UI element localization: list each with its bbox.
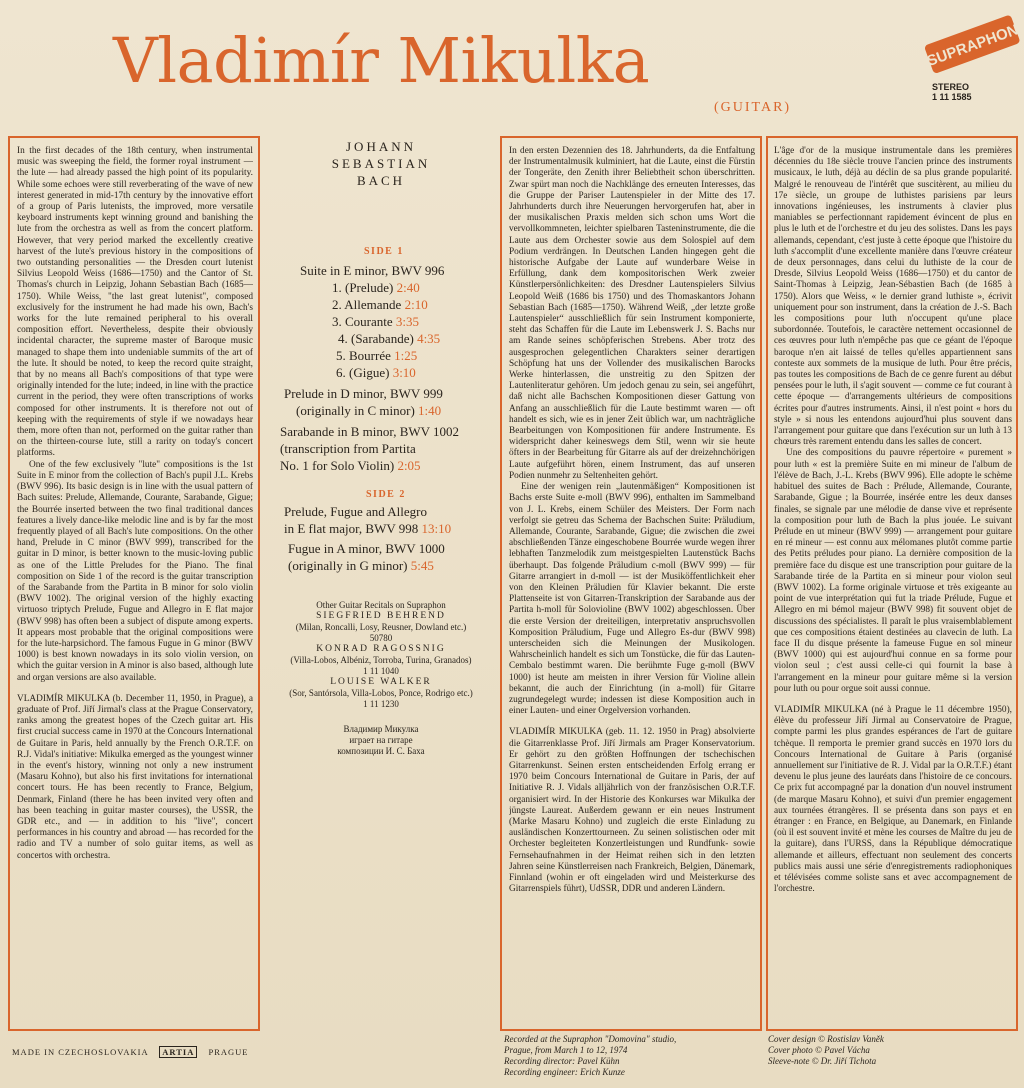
design-credits: [768, 1034, 884, 1067]
track-duration: 2:05: [397, 458, 421, 473]
track-title: Prelude, Fugue and Allegro: [284, 504, 427, 519]
notes-paragraph: In the first decades of the 18th century, when instrumental music was sweeping the field, the former royal instrument — the lute — had already passed the high point of its popularity. While some echoes were still reverberating of the wave of new interest generated in mid-17th century by the innovative effort of a group of Paris lutenists, the improved, more versatile keyboard instruments kept winning ground and banishing the lute from the orchestra as well as from the concert platform. However, that very period marked the excellently creative harvest of the lute's previous history in the compositions of two outstanding personalities — the Dresden court lutenist Silvius Leopold Weiss (1686—1750) and the Cantor of St. Thomas's church in Leipzig, Johann Sebastian Bach (1685—1750). While Weiss, "the last great lutenist", composed exclusively for the instrument he had made his own, Bach's works for the lute remained peripheral to his overall composition effort. Nevertheless, despite their obviously incidental character, the supreme master of Baroque music managed to shape them into undeniable summits of the art of the lute. It should be noted, to keep the record quite straight, that by no means all Bach's compositions of that type were originally intended for the lute; indeed, in line with the practice current in the period, they were often transcriptions of works composed for other instruments. It is therefore not out of keeping with the requirements of style if we nowadays hear them, more often than not, performed on the guitar rather than on the thirteen-course lute, still a rarity on today's concert platforms.: [17, 146, 253, 459]
artia-logo-icon: ARTIA: [159, 1046, 197, 1058]
notes-paragraph: One of the few exclusively "lute" compositions is the 1st Suite in E minor from the collection of Bach's pupil J.L. Krebs (BWV 996). Its basic design is in line with the usual pattern of Bach suites: Prelude, Allemande, Courante, Sarabande, Gigue; the Bourrée inserted between the two final traditional dances features a lively dance-like melodic line and is by far the most frequently played of all Bach's lute compositions. On the other hand, Prelude in C minor (BWV 999), transcribed for the guitar in D minor, is better known to the music-loving public as one of the Little Preludes for the Piano. The final composition on Side 1 of the record is the guitar transcription of the Sarabande from the Partita in B minor for solo violin (BWV 1002). The original version of the highly exacting virtuoso triptych Prelude, Fugue and Allegro in E flat major (BWV 998) has often been a subject of dispute among experts. It appears most probable that the original compositions were for the lute-harpsichord. The famous Fugue in G minor (BWV 1000) is best known nowadays in its solo violin version, on which the guitar version in A minor is also based, although lute and organ versions are also available.: [17, 459, 253, 683]
russian-caption: [266, 724, 496, 757]
credit-line: Sleeve-note © Dr. Jiří Tichota: [768, 1056, 877, 1066]
artist-bio: VLADIMÍR MIKULKA (geb. 11. 12. 1950 in Prag) absolvierte die Gitarrenklasse Prof. Jiří Jirmals am Prager Konservatorium. Er gehört zu den größten Hoffnungen der tschechischen Gitarrenkunst. Seinen ersten entscheidenden Erfolg errang er 1970 beim Concours International de Guitare in Paris, der auf Initiative R. J. Vidals alljährlich von der französischen O.R.T.F. organisiert wird. In der Historie des Konkurses war Mikulka der jüngste Laureat. Außerdem gewann er ein neues Instrument (Marke Masaru Kohno) und zugleich die erste Einladung zu ausländischen Konzerttourneen. Zu seinen solistischen oder mit Orchester begleiteten Konzertleistungen und Rundfunk- sowie Fernsehaufnahmen in der Heimat reihen sich in den letzten Jahren seine Künstlerreisen nach Frankreich, Belgien, Dänemark, Finnland (wohin er oft eingeladen wird und Meisterkurse des Gitarrenspiels führt), UdSSR, DDR und anderen Ländern.: [509, 727, 755, 895]
track-duration: 1:40: [418, 403, 442, 418]
other-recitals: [266, 600, 496, 710]
artist-bio: VLADIMÍR MIKULKA (né à Prague le 11 décembre 1950), élève du professeur Jiří Jirmal au Conservatoire de Prague, compte parmi les plus grandes espérances de l'art de guitare tchèque. Il remporta le premier grand succès en 1970 lors du Concours International de Guitare à Paris (organisé annuellement sur l'initiative de R. J. Vidal par la O.R.T.F.) étant devenu le plus jeune des lauréats dans l'histoire de ce concours. Ce prix fut accompagné par la donation d'un nouvel instrument (de marque Masaru Kohno), et suivi d'un premier engagement aux tournées étrangères. Il se présenta dans son pays et en étranger : en France, en Belgique, au Danemark, en Finlande (où il est souvent invité et mène les courses de Maître du jeu de la guitare), dans l'URSS, dans la République démocratique allemande et ailleurs, effectuant non seulement des concerts publics mais aussi une série d'enregistrements radiophoniques et télévisées comme soliste sans et avec accompagnement de l'orchestre.: [774, 704, 1012, 895]
english-notes: [17, 146, 253, 1026]
recital-artist: KONRAD RAGOSSNIG: [316, 644, 446, 654]
composer-name: [264, 138, 498, 189]
track-line: [284, 503, 427, 520]
credit-line: Recorded at the Supraphon "Domovina" studio,: [504, 1034, 677, 1044]
tracklist-panel: [264, 138, 498, 189]
track-title: Sarabande in B minor, BWV 1002: [280, 424, 460, 439]
track-line: [338, 330, 440, 347]
track-duration: 3:10: [392, 365, 416, 380]
track-line: [336, 347, 417, 364]
catalog-number: 1 11 1585: [932, 92, 972, 102]
german-notes: [509, 146, 755, 1026]
track-line: [332, 296, 428, 313]
track-line: [296, 402, 441, 419]
notes-paragraph: L'âge d'or de la musique instrumentale dans les premières décennies du 18e siècle trouve l'ancien prince des instruments musicaux, le luth, déjà au déclin de sa plus grande popularité. Malgré le renouveau de l'intérêt que suscitèrent, au milieu du 17e siècle, un groupe de luthistes parisiens par leurs innovations ingénieuses, les instruments à clavier plus maniables se perfectionnant rapidement évincent de plus en plus le luth et de l'orchestre et du jeu des solistes. Dans les pays allemands, cependant, c'est juste à cette époque que l'histoire du luth s'accomplit d'une excellente manière dans l'œuvre créateur de deux personnages, dans celui du luthiste de la cour de Dresde, Silvius Leopold Weiss (1686—1750) et du cantor de Saint-Thomas à Leipzig, Jean-Sébastien Bach (de 1685 à 1750). Alors que Weiss, « le dernier grand luthiste », écrivit uniquement pour son instrument, dans la création de J.-S. Bach les compositions pour luth n'occupent qu'une place subordonnée. Toutefois, le caractère nettement occasionnel de ces œuvres pour luth n'empêche pas que ce géant de l'époque baroque n'en ait laissé de telles qu'elles appartiennent sans conteste aux sommets de la musique de luth. Pour être précis, pas toutes les compositions de Bach de ce genre furent au début pensées pour le luth, il s'agit souvent — comme ce fut courant à cette époque — d'arrangements ultérieurs de compositions écrites pour d'autres instruments. Ainsi, il n'est point « hors du style » si nous les entendons aujourd'hui plus souvent dans l'arrangement pour guitare que dans l'exécution sur un luth à 13 chœurs très rarement entendu dans les salles de concert.: [774, 146, 1012, 448]
track-title: 2. Allemande: [332, 297, 402, 312]
credit-line: Cover photo © Pavel Vácha: [768, 1045, 870, 1055]
track-title: 6. (Gigue): [336, 365, 390, 380]
track-line: [332, 313, 419, 330]
track-title: (originally in G minor): [288, 558, 408, 573]
track-title: (originally in C minor): [296, 403, 415, 418]
composer-line: SEBASTIAN: [331, 156, 431, 171]
credit-line: Recording engineer: Erich Kunze: [504, 1067, 625, 1077]
credit-line: Cover design © Rostislav Vaněk: [768, 1034, 884, 1044]
supraphon-logo-icon: [918, 12, 1023, 77]
artist-bio: VLADIMÍR MIKULKA (b. December 11, 1950, in Prague), a graduate of Prof. Jiří Jirmal's class at the Prague Conservatory, ranks among the greatest hopes of the Czech guitar art. His first crucial success came in 1970 at the Concours International de Guitare in Paris, held annually by the French O.R.T.F. on R.J. Vidal's initiative: Mikulka emerged as the youngest winner in the event's history, winning not only a new instrument (Masaru Kohno), but also his first invitations for international concert tours. He has been recently to France, Belgium, Denmark, Finland (there he has been invited very often and has been teaching in guitar master courses), the USSR, the GDR etc., and — in addition to his "live", concert performances in his country and abroad — has recorded for the radio and TV a number of solo guitar items, as well as concertos with orchestra.: [17, 693, 253, 861]
track-line: [332, 279, 420, 296]
recital-number: 50780: [369, 633, 393, 643]
logo-text: SUPRAPHON: [924, 21, 1021, 71]
notes-paragraph: Eine der wenigen rein „lautenmäßigen“ Kompositionen ist Bachs erste Suite e-moll (BWV 996), enthalten im Sammelband von J. L. Krebs, einem Schüler des Meisters. Der Form nach verfolgt sie getreu das Schema der Bachschen Suite: Präludium, Allemande, Courante, Sarabande, Gigue; die zwischen die zwei abschließenden Tänze eingeschobene Bourrée wurde wegen ihrer lebhaften Tanzmelodik zum meistgespielten Lautenstück Bachs überhaupt. Das folgende Präludium c-moll (BWV 999) — für Gitarre arrangiert in d-moll — ist der Musiköffentlichkeit eher von den Kleinen Präludien für Klavier bekannt. Die erste Plattenseite ist von Gitarren-Transkription der Sarabande aus der Partita h-moll für Solovioline (BWV 1002) abgeschlossen. Über die erste Version der dreiteiligen, interpretativ anspruchsvollen Komposition Präludium, Fuge und Allegro Es-dur (BWV 998) unterscheiden sich die Meinungen der Musikologen. Wahrscheinlich handelt es sich um Tonstücke, die für das Lauten-Cembalo bestimmt waren. Die berühmte Fuge g-moll (BWV 1000) ist heute am meisten in ihrer Version für Violine allein bekannt, die auch der Einrichtung (in a-moll) für Gitarre zugrundegelegt wurde; indessen ist diese Komposition auch in einer Lauten- und einer Orgelversion vorhanden.: [509, 482, 755, 717]
track-duration: 3:35: [395, 314, 420, 329]
track-line: [284, 520, 451, 537]
instrument-subtitle: (GUITAR): [714, 100, 792, 115]
track-line: [288, 540, 445, 557]
track-title: 1. (Prelude): [332, 280, 394, 295]
made-in-label: MADE IN CZECHOSLOVAKIA: [12, 1047, 149, 1057]
notes-paragraph: Une des compositions du pauvre répertoire « purement » pour luth « est la première Suite en mi mineur de l'album de l'élève de Bach, J.-L. Krebs (BWV 996). Elle adopte le schème habituel des suites de Bach : Prélude, Allemande, Courante, Sarabande, Gigue ; la Bourrée, insérée entre les deux danses finales, se signale par une mélodie de danse vive et représente la composition pour luth de Bach la plus jouée. Le suivant Prélude en ut mineur (BWV 999) — arrangement pour guitare en ré mineur — est connu aux mélomanes plutôt comme partie des Petits préludes pour piano. La dernière composition de la première face du disque est une transcription pour guitare de la Sarabande tirée de la Partita en si mineur pour violon seul (BWV 1002). La forme originale virtuose et très exigeante au point de vue interprétation qui fut la triade Prélude, Fugue et Allegro en mi bémol majeur (BWV 998) fit souvent objet de discussions des spécialistes. Il paraît le plus vraisemblablement que ces compositions étaient destinées au clavecin de luth. La face II du disque présente la fameuse Fugue en sol mineur (BWV 1000) qui est aujourd'hui connue en sa forme pour violon seul ; c'est aussi celle-ci qui fournit la base à l'arrangement en la mineur pour guitare même si la version pour luth ou pour orgue soit aussi connue.: [774, 448, 1012, 694]
track-title: in E flat major, BWV 998: [284, 521, 419, 536]
stereo-label: STEREO: [932, 82, 970, 92]
track-title: Prelude in D minor, BWV 999: [284, 386, 443, 401]
caption-line: композиции И. С. Баха: [337, 746, 425, 756]
stereo-badge: [932, 82, 972, 102]
credit-line: Recording director: Pavel Kühn: [504, 1056, 620, 1066]
recital-detail: (Sor, Santórsola, Villa-Lobos, Ponce, Rodrigo etc.): [289, 688, 473, 698]
track-line: [284, 385, 443, 402]
track-title: 5. Bourrée: [336, 348, 391, 363]
track-duration: 2:40: [396, 280, 420, 295]
recital-detail: (Villa-Lobos, Albéniz, Torroba, Turina, Granados): [290, 655, 472, 665]
artist-title: Vladimír Mikulka: [113, 24, 650, 97]
track-line: [288, 557, 434, 574]
track-duration: 1:25: [394, 348, 418, 363]
side-2-label: SIDE 2: [366, 489, 406, 500]
recital-artist: LOUISE WALKER: [330, 677, 432, 687]
footer: [12, 1046, 248, 1058]
notes-paragraph: In den ersten Dezennien des 18. Jahrhunderts, da die Entfaltung der Instrumentalmusik kulminiert, hat die Laute, einst die Fürstin der Tongeräte, den Zenith ihrer Beliebtheit schon überschritten. Zwar spürt man noch die Nachklänge des erneuten Interesses, das die Gruppe der Pariser Lautenspieler in der Mitte des 17. Jahrhunderts durch ihre Neuerungen hervorgerufen hat, aber in der musikalischen Praxis melden sich schon ums Wort die vervollkommneten, leichter spielbaren Tasteninstrumente, die die Laute aus dem Orchester sowie aus dem Solospiel auf dem Podium verdrängen. In Deutschen Landen hingegen geht die historische Aufgabe der Laute auf wunderbare Weise in Erfüllung, dank dem kompositorischen Werk zweier Künstlerpersönlichkeiten: des Dresdner Lautenspielers Silvius Leopold Weiß (1686 bis 1750) und des Thomaskantors Johann Sebastian Bach (1685—1750). Während Weiß, „der letzte große Lautenspieler“ ausschließlich für sein Instrument komponierte, steht das Schaffen für die Laute im Lebenswerk J. S. Bachs nur am Rande seines schöpferischen Strebens. Aber trotz des ausgesprochen gelegentlichen Charakters seiner derartigen Schöpfung hat uns der Vollender des musikalischen Barocks Werke hinterlassen, die unstreitig zu den Spitzen der Lautenliteratur gehören. Um jedoch genau zu sein, sei angeführt, daß nicht alle Bachschen Kompositionen dieser Gattung von Anfang an ausschließlich für die Laute bestimmt waren — oft handelt es sich, wie es in jener Zeit üblich war, um nachträgliche Bearbeitungen von Kompositionen für andere Instrumente. Es widerspricht daher keineswegs dem Stil, wenn wir sie heute öfters in der Bearbeitung für Gitarre als auf der dreizehnchörigen Laute aufgeführt hören, einem Instrument, das auf unseren Podien nunmehr zu Seltenheiten gehört.: [509, 146, 755, 481]
credit-line: Prague, from March 1 to 12, 1974: [504, 1045, 628, 1055]
composer-line: JOHANN: [346, 139, 416, 154]
composer-line: BACH: [356, 173, 406, 188]
track-line: [280, 457, 421, 474]
track-title: 4. (Sarabande): [338, 331, 414, 346]
track-title: 3. Courante: [332, 314, 393, 329]
track-line: [300, 262, 444, 279]
track-line: [280, 423, 459, 440]
caption-line: Владимир Микулка: [343, 724, 419, 734]
track-title: (transcription from Partita: [280, 441, 416, 456]
caption-line: играет на гитаре: [349, 735, 413, 745]
track-duration: 13:10: [421, 521, 452, 536]
track-title: Suite in E minor, BWV 996: [300, 263, 445, 278]
french-notes: [774, 146, 1012, 1026]
track-line: [280, 440, 416, 457]
track-duration: 2:10: [404, 297, 428, 312]
recording-credits: [504, 1034, 676, 1078]
track-title: No. 1 for Solo Violin): [280, 458, 395, 473]
track-duration: 5:45: [410, 558, 434, 573]
track-line: [336, 364, 416, 381]
city-label: PRAGUE: [208, 1047, 249, 1057]
recital-detail: (Milan, Roncalli, Losy, Reusner, Dowland etc.): [295, 622, 467, 632]
track-duration: 4:35: [417, 331, 441, 346]
recital-number: 1 11 1040: [363, 666, 399, 676]
side-1-label: SIDE 1: [364, 246, 404, 257]
recital-number: 1 11 1230: [363, 699, 399, 709]
other-recitals-heading: Other Guitar Recitals on Supraphon: [316, 600, 446, 610]
track-title: Fugue in A minor, BWV 1000: [288, 541, 445, 556]
recital-artist: SIEGFRIED BEHREND: [316, 611, 446, 621]
